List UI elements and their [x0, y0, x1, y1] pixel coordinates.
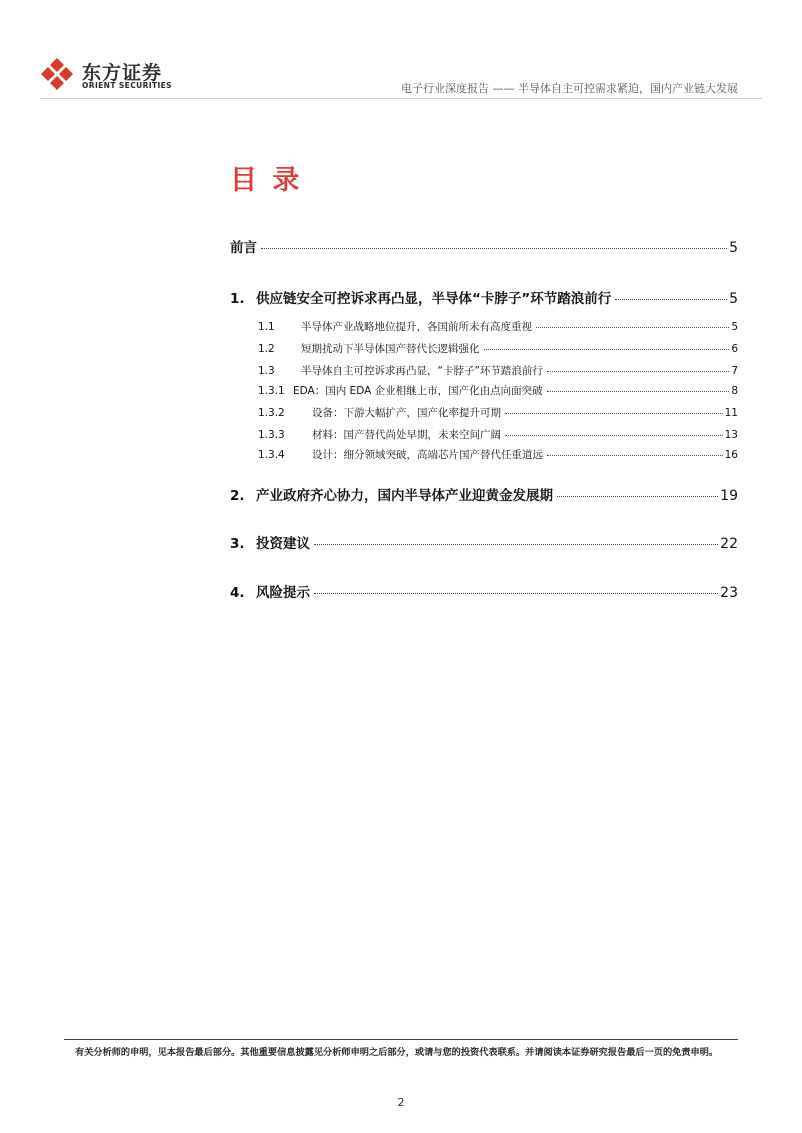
toc-entry-page: 19: [720, 488, 738, 504]
brand-name-en: ORIENT SECURITIES: [82, 81, 172, 90]
toc-entry-text: 设备：下游大幅扩产，国产化率提升可期: [312, 407, 501, 419]
toc-entry-number: 3.: [230, 536, 245, 552]
toc-entry-number: 1.2: [258, 343, 275, 355]
toc-entry-text: 材料：国产替代尚处早期，未来空间广阔: [312, 429, 501, 441]
toc-entry-text: EDA：国内 EDA 企业相继上市，国产化由点向面突破: [293, 385, 543, 397]
toc-entry-page: 13: [724, 429, 738, 441]
toc-entry-number: 4.: [230, 585, 245, 601]
toc-entry-page: 7: [731, 365, 738, 377]
toc-entry-page: 5: [731, 321, 738, 333]
toc-entry-number: 1.3.3: [258, 429, 285, 441]
footer-divider: [64, 1039, 738, 1040]
toc-leader-dots: [505, 435, 723, 436]
header-divider: [40, 98, 762, 99]
analyst-disclaimer: 有关分析师的申明，见本报告最后部分。其他重要信息披露见分析师申明之后部分，或请与您的投资代表联系。并请阅读本证券研究报告最后一页的免责申明。: [75, 1047, 719, 1058]
toc-leader-dots: [615, 299, 727, 300]
toc-entry-2[interactable]: [230, 484, 738, 504]
toc-entry-1-1[interactable]: [258, 319, 738, 334]
toc-leader-dots: [536, 327, 729, 328]
toc-entry-number: 1.1: [258, 321, 275, 333]
toc-entry-text: 投资建议: [256, 536, 310, 552]
toc-entry-1[interactable]: [230, 287, 738, 307]
toc-leader-dots: [314, 544, 718, 545]
toc-entry-text: 前言: [230, 240, 257, 256]
toc-entry-text: 短期扰动下半导体国产替代长逻辑强化: [301, 343, 480, 355]
toc-entry-1-3[interactable]: [258, 363, 738, 378]
toc-leader-dots: [505, 413, 723, 414]
toc-entry-number: 1.3.2: [258, 407, 285, 419]
toc-entry-page: 16: [724, 449, 738, 461]
toc-entry-preface[interactable]: [230, 236, 738, 256]
toc-entry-1-3-4[interactable]: [258, 447, 738, 462]
toc-leader-dots: [557, 496, 718, 497]
toc-entry-1-3-3[interactable]: [258, 427, 738, 442]
toc-entry-number: 1.3.1: [258, 385, 285, 397]
toc-entry-page: 8: [731, 385, 738, 397]
brand-name-cn: 东方证券: [82, 62, 163, 84]
page-number: 2: [397, 1096, 405, 1109]
orient-securities-logo-icon: [40, 57, 74, 91]
toc-entry-number: 1.: [230, 291, 245, 307]
toc-entry-text: 供应链安全可控诉求再凸显，半导体“卡脖子”环节踏浪前行: [256, 291, 612, 307]
toc-entry-text: 风险提示: [256, 585, 310, 601]
toc-entry-number: 1.3.4: [258, 449, 285, 461]
toc-title: 目 录: [230, 165, 303, 196]
toc-leader-dots: [484, 349, 730, 350]
toc-leader-dots: [547, 391, 730, 392]
toc-leader-dots: [547, 455, 723, 456]
toc-entry-1-2[interactable]: [258, 341, 738, 356]
toc-entry-page: 5: [729, 240, 738, 256]
toc-entry-4[interactable]: [230, 581, 738, 601]
toc-entry-page: 22: [720, 536, 738, 552]
toc-entry-text: 半导体产业战略地位提升，各国前所未有高度重视: [301, 321, 532, 333]
report-title: 电子行业深度报告 —— 半导体自主可控需求紧迫，国内产业链大发展: [401, 82, 738, 95]
toc-entry-text: 设计：细分领域突破，高端芯片国产替代任重道远: [312, 449, 543, 461]
toc-entry-text: 半导体自主可控诉求再凸显，“卡脖子”环节踏浪前行: [301, 365, 543, 377]
toc-entry-number: 1.3: [258, 365, 275, 377]
toc-leader-dots: [547, 371, 729, 372]
toc-entry-page: 11: [724, 407, 738, 419]
toc-entry-3[interactable]: [230, 532, 738, 552]
toc-entry-page: 5: [729, 291, 738, 307]
toc-leader-dots: [261, 248, 727, 249]
toc-entry-text: 产业政府齐心协力，国内半导体产业迎黄金发展期: [256, 488, 553, 504]
toc-entry-1-3-1[interactable]: [258, 383, 738, 398]
toc-entry-page: 6: [731, 343, 738, 355]
toc-leader-dots: [314, 593, 718, 594]
toc-entry-page: 23: [720, 585, 738, 601]
toc-entry-1-3-2[interactable]: [258, 405, 738, 420]
toc-entry-number: 2.: [230, 488, 245, 504]
